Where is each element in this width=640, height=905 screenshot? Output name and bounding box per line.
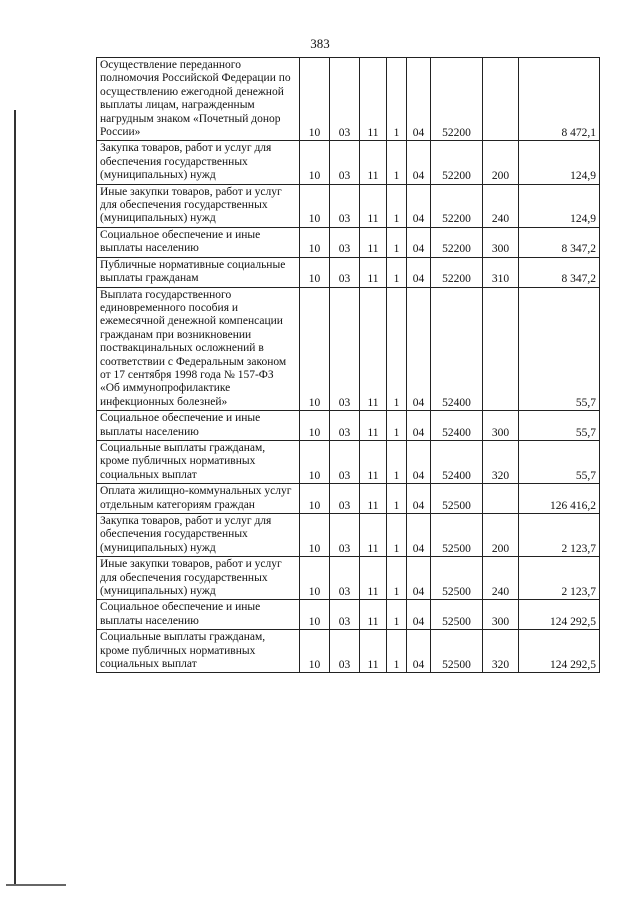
cell-subsection: 03 [330,600,360,630]
cell-program: 11 [360,184,387,227]
cell-expense-type: 310 [483,257,519,287]
page-number: 383 [310,36,330,51]
cell-section: 10 [300,440,330,483]
cell-program: 11 [360,630,387,673]
cell-subsection: 03 [330,484,360,514]
cell-description: Оплата жилищно-коммунальных услуг отдельным категориям граждан [97,484,300,514]
cell-main-event: 04 [407,440,431,483]
cell-amount: 2 123,7 [519,514,600,557]
cell-expense-type: 300 [483,600,519,630]
cell-description: Публичные нормативные социальные выплаты гражданам [97,257,300,287]
cell-amount: 124,9 [519,184,600,227]
cell-description: Иные закупки товаров, работ и услуг для обеспечения государственных (муниципальных) нужд [97,557,300,600]
cell-section: 10 [300,557,330,600]
cell-subsection: 03 [330,411,360,441]
cell-direction: 52500 [431,514,483,557]
cell-description: Социальное обеспечение и иные выплаты населению [97,600,300,630]
cell-amount: 8 472,1 [519,58,600,141]
cell-program: 11 [360,600,387,630]
cell-section: 10 [300,514,330,557]
cell-subprogram: 1 [387,514,407,557]
cell-main-event: 04 [407,484,431,514]
cell-subsection: 03 [330,141,360,184]
cell-main-event: 04 [407,600,431,630]
cell-main-event: 04 [407,514,431,557]
table-row [97,58,600,141]
cell-direction: 52200 [431,58,483,141]
table-row [97,227,600,257]
cell-subprogram: 1 [387,600,407,630]
table-row [97,557,600,600]
cell-subprogram: 1 [387,227,407,257]
table-row [97,287,600,411]
cell-description: Социальное обеспечение и иные выплаты населению [97,227,300,257]
cell-section: 10 [300,184,330,227]
cell-expense-type: 240 [483,184,519,227]
cell-subsection: 03 [330,440,360,483]
cell-main-event: 04 [407,411,431,441]
cell-subsection: 03 [330,630,360,673]
table-row [97,514,600,557]
table-body [97,58,600,673]
cell-subsection: 03 [330,557,360,600]
cell-direction: 52400 [431,287,483,411]
cell-subsection: 03 [330,514,360,557]
cell-program: 11 [360,484,387,514]
table-row [97,630,600,673]
table-row [97,600,600,630]
cell-program: 11 [360,58,387,141]
table-row [97,184,600,227]
cell-program: 11 [360,257,387,287]
cell-direction: 52500 [431,484,483,514]
cell-main-event: 04 [407,287,431,411]
cell-section: 10 [300,287,330,411]
cell-subsection: 03 [330,184,360,227]
table-row [97,440,600,483]
cell-direction: 52200 [431,257,483,287]
cell-program: 11 [360,557,387,600]
cell-description: Иные закупки товаров, работ и услуг для обеспечения государственных (муниципальных) нужд [97,184,300,227]
cell-expense-type [483,58,519,141]
cell-expense-type: 320 [483,440,519,483]
cell-expense-type: 300 [483,227,519,257]
cell-subprogram: 1 [387,557,407,600]
cell-program: 11 [360,440,387,483]
table-row [97,257,600,287]
cell-amount: 124 292,5 [519,600,600,630]
cell-subprogram: 1 [387,58,407,141]
footer-mark [6,884,66,886]
cell-main-event: 04 [407,58,431,141]
cell-section: 10 [300,257,330,287]
cell-program: 11 [360,411,387,441]
cell-expense-type [483,287,519,411]
cell-direction: 52200 [431,141,483,184]
cell-subprogram: 1 [387,484,407,514]
cell-description: Социальное обеспечение и иные выплаты населению [97,411,300,441]
cell-amount: 124,9 [519,141,600,184]
cell-amount: 2 123,7 [519,557,600,600]
cell-main-event: 04 [407,184,431,227]
cell-subsection: 03 [330,58,360,141]
cell-direction: 52500 [431,630,483,673]
cell-amount: 124 292,5 [519,630,600,673]
cell-main-event: 04 [407,557,431,600]
cell-description: Осуществление переданного полномочия Российской Федерации по осуществлению ежегодной денежной выплаты лицам, награжденным нагрудным знаком «Почетный донор России» [97,58,300,141]
cell-main-event: 04 [407,630,431,673]
cell-description: Закупка товаров, работ и услуг для обеспечения государственных (муниципальных) нужд [97,514,300,557]
cell-amount: 8 347,2 [519,257,600,287]
cell-description: Социальные выплаты гражданам, кроме публичных нормативных социальных выплат [97,440,300,483]
cell-expense-type [483,484,519,514]
cell-amount: 55,7 [519,287,600,411]
cell-direction: 52500 [431,557,483,600]
cell-direction: 52500 [431,600,483,630]
cell-main-event: 04 [407,257,431,287]
cell-section: 10 [300,58,330,141]
budget-table [96,57,600,673]
cell-subprogram: 1 [387,630,407,673]
cell-section: 10 [300,484,330,514]
cell-section: 10 [300,630,330,673]
cell-section: 10 [300,600,330,630]
table-row [97,411,600,441]
cell-section: 10 [300,227,330,257]
cell-expense-type: 320 [483,630,519,673]
cell-expense-type: 200 [483,141,519,184]
cell-expense-type: 300 [483,411,519,441]
cell-description: Выплата государственного единовременного пособия и ежемесячной денежной компенсации гражданам при возникновении поствакцинальных осложнений в соответствии с Федеральным законом от 17 сентября 1998 года № 157-ФЗ «Об иммунопрофилактике инфекционных болезней» [97,287,300,411]
cell-program: 11 [360,287,387,411]
cell-amount: 55,7 [519,440,600,483]
cell-main-event: 04 [407,141,431,184]
cell-amount: 126 416,2 [519,484,600,514]
cell-description: Социальные выплаты гражданам, кроме публичных нормативных социальных выплат [97,630,300,673]
cell-expense-type: 240 [483,557,519,600]
cell-subprogram: 1 [387,440,407,483]
cell-direction: 52200 [431,227,483,257]
cell-amount: 55,7 [519,411,600,441]
cell-amount: 8 347,2 [519,227,600,257]
cell-main-event: 04 [407,227,431,257]
left-margin-rule [14,110,16,885]
table-row [97,141,600,184]
cell-expense-type: 200 [483,514,519,557]
table-row [97,484,600,514]
cell-section: 10 [300,141,330,184]
cell-subprogram: 1 [387,141,407,184]
cell-subprogram: 1 [387,257,407,287]
cell-description: Закупка товаров, работ и услуг для обеспечения государственных (муниципальных) нужд [97,141,300,184]
cell-direction: 52400 [431,440,483,483]
cell-subsection: 03 [330,287,360,411]
cell-subsection: 03 [330,227,360,257]
cell-direction: 52200 [431,184,483,227]
cell-direction: 52400 [431,411,483,441]
cell-program: 11 [360,227,387,257]
cell-program: 11 [360,514,387,557]
cell-subsection: 03 [330,257,360,287]
cell-section: 10 [300,411,330,441]
cell-subprogram: 1 [387,184,407,227]
cell-program: 11 [360,141,387,184]
cell-subprogram: 1 [387,411,407,441]
cell-subprogram: 1 [387,287,407,411]
